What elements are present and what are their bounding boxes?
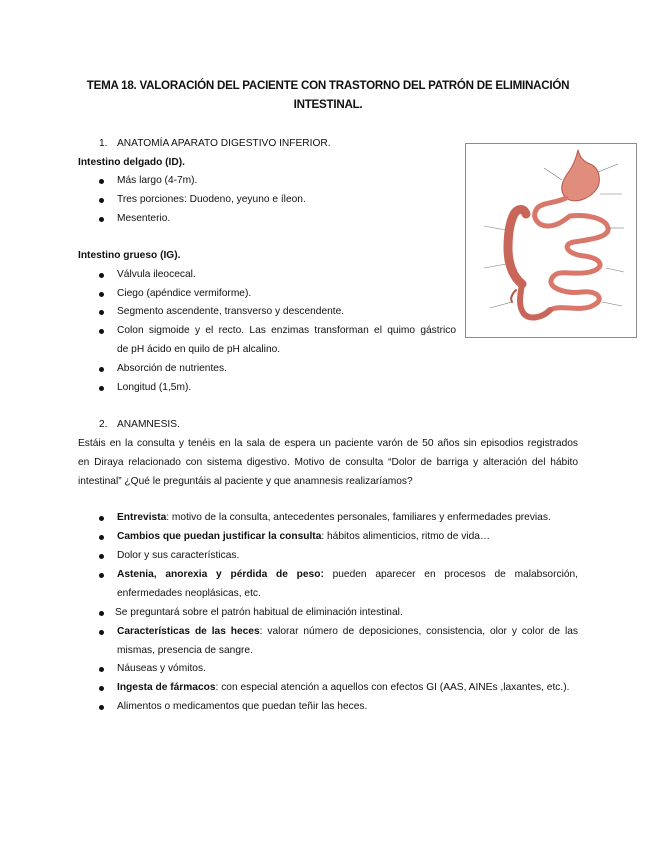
bullet-icon bbox=[99, 329, 104, 334]
bullet-icon bbox=[99, 516, 104, 521]
list-item: Longitud (1,5m). bbox=[117, 382, 192, 393]
list-item: Alimentos o medicamentos que puedan teñir las heces. bbox=[117, 701, 368, 712]
list-item bbox=[117, 568, 578, 582]
paragraph-line: en Diraya relacionado con sistema digestivo. Motivo de consulta “Dolor de barriga y alteración del hábito bbox=[78, 457, 578, 468]
list-item bbox=[117, 625, 578, 639]
bullet-icon bbox=[99, 686, 104, 691]
bullet-icon bbox=[99, 367, 104, 372]
bullet-icon bbox=[99, 217, 104, 222]
bullet-icon bbox=[99, 179, 104, 184]
section-1-heading: ANATOMÍA APARATO DIGESTIVO INFERIOR. bbox=[117, 138, 331, 149]
list-item bbox=[117, 511, 551, 525]
small-intestine-heading: Intestino delgado (ID). bbox=[78, 157, 185, 168]
bullet-icon bbox=[99, 667, 104, 672]
list-item-text: : con especial atención a aquellos con efectos GI (AAS, AINEs ,laxantes, etc.). bbox=[215, 682, 570, 693]
list-item: Dolor y sus características. bbox=[117, 550, 240, 561]
section-2-heading: ANAMNESIS. bbox=[117, 419, 180, 430]
section-2-number: 2. bbox=[99, 419, 108, 430]
list-item-text: : hábitos alimenticios, ritmo de vida… bbox=[321, 531, 491, 542]
large-intestine-heading: Intestino grueso (IG). bbox=[78, 250, 181, 261]
list-item: Náuseas y vómitos. bbox=[117, 663, 206, 674]
page-title-line-1: TEMA 18. VALORACIÓN DEL PACIENTE CON TRASTORNO DEL PATRÓN DE ELIMINACIÓN bbox=[86, 79, 570, 92]
paragraph-line: intestinal” ¿Qué le preguntáis al paciente y que anamnesis realizaríamos? bbox=[78, 476, 413, 487]
list-item bbox=[117, 530, 490, 544]
list-item: Más largo (4-7m). bbox=[117, 175, 198, 186]
list-item-bold: Entrevista bbox=[117, 512, 167, 523]
bullet-icon bbox=[99, 705, 104, 710]
bullet-icon bbox=[99, 611, 104, 616]
list-item: Colon sigmoide y el recto. Las enzimas transforman el quimo gástrico bbox=[117, 325, 456, 336]
list-item: Tres porciones: Duodeno, yeyuno e íleon. bbox=[117, 194, 306, 205]
list-item-bold: Ingesta de fármacos bbox=[117, 682, 216, 693]
list-item: Segmento ascendente, transverso y descendente. bbox=[117, 306, 345, 317]
bullet-icon bbox=[99, 273, 104, 278]
list-item: Válvula ileocecal. bbox=[117, 269, 196, 280]
list-item-bold: Características de las heces bbox=[117, 626, 260, 637]
bullet-icon bbox=[99, 292, 104, 297]
list-item-bold: Astenia, anorexia y pérdida de peso: bbox=[117, 569, 324, 580]
list-item-text: pueden aparecer en procesos de malabsorción, bbox=[323, 569, 578, 580]
digestive-tract-figure bbox=[465, 143, 637, 338]
bullet-icon bbox=[99, 386, 104, 391]
paragraph-line: Estáis en la consulta y tenéis en la sala de espera un paciente varón de 50 años sin episodios registrados bbox=[78, 438, 578, 449]
list-item-text: : valorar número de deposiciones, consistencia, olor y color de las bbox=[259, 626, 578, 637]
page-title-line-2: INTESTINAL. bbox=[293, 98, 363, 111]
bullet-icon bbox=[99, 535, 104, 540]
intestine-illustration bbox=[466, 144, 636, 337]
bullet-icon bbox=[99, 198, 104, 203]
list-item: Ciego (apéndice vermiforme). bbox=[117, 288, 252, 299]
bullet-icon bbox=[99, 310, 104, 315]
list-item: Mesenterio. bbox=[117, 213, 171, 224]
list-item-continuation: mismas, presencia de sangre. bbox=[117, 645, 253, 656]
list-item-continuation: de pH ácido en quilo de pH alcalino. bbox=[117, 344, 281, 355]
list-item-bold: Cambios que puedan justificar la consulta bbox=[117, 531, 322, 542]
list-item bbox=[117, 681, 569, 695]
section-1-number: 1. bbox=[99, 138, 108, 149]
bullet-icon bbox=[99, 554, 104, 559]
bullet-icon bbox=[99, 573, 104, 578]
list-item-continuation: enfermedades neoplásicas, etc. bbox=[117, 588, 261, 599]
list-item: Absorción de nutrientes. bbox=[117, 363, 227, 374]
list-item: Se preguntará sobre el patrón habitual de eliminación intestinal. bbox=[115, 607, 403, 618]
list-item-text: : motivo de la consulta, antecedentes personales, familiares y enfermedades previas. bbox=[166, 512, 551, 523]
bullet-icon bbox=[99, 630, 104, 635]
